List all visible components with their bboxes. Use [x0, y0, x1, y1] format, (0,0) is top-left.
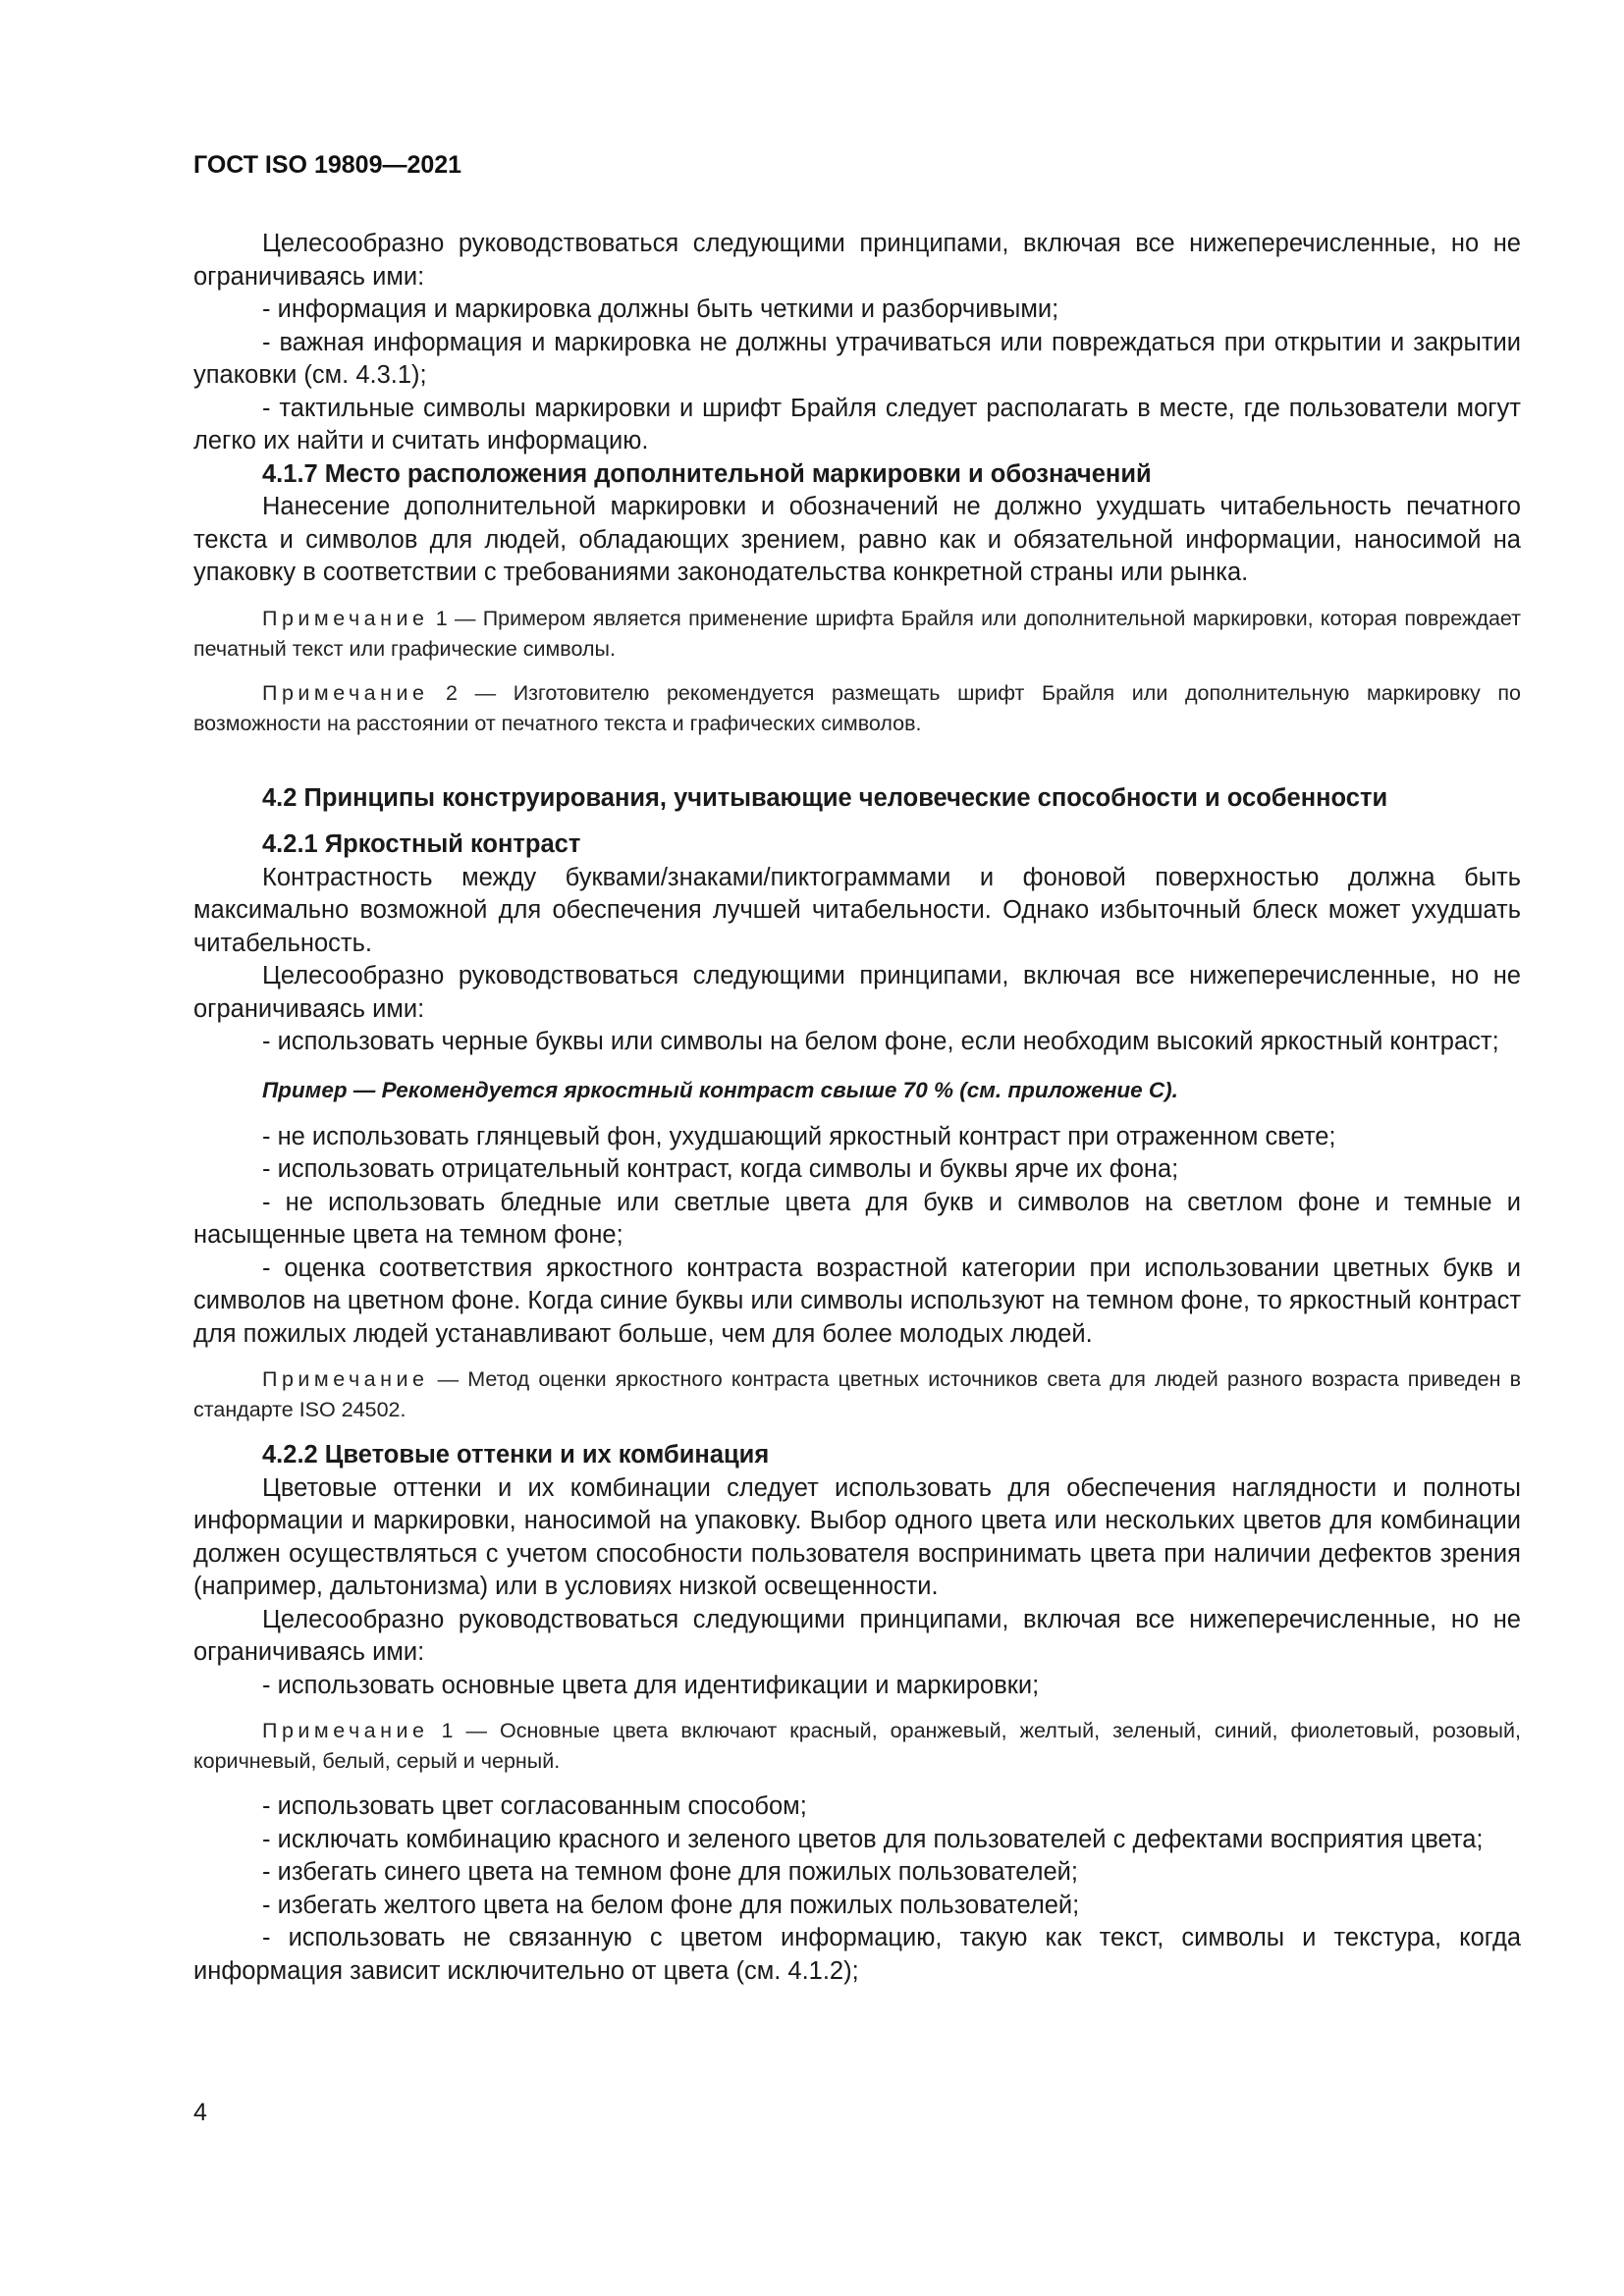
subsection-heading: 4.2.2 Цветовые оттенки и их комбинация: [262, 1441, 770, 1468]
list-item: - использовать цвет согласованным способом;: [262, 1792, 807, 1820]
example: Пример — Рекомендуется яркостный контраст свыше 70 % (см. приложение С).: [262, 1077, 1178, 1102]
paragraph: Контрастность между буквами/знаками/пиктограммами и фоновой поверхностью должна быть максимально возможной для обеспечения лучшей читабельности. Однако избыточный блеск может ухудшать читабельность.: [193, 863, 1521, 957]
list-item: - использовать основные цвета для идентификации и маркировки;: [262, 1671, 1040, 1699]
list-item: - тактильные символы маркировки и шрифт Брайля следует располагать в месте, где пользователи могут легко их найти и считать информацию.: [193, 394, 1521, 454]
list-item: - использовать отрицательный контраст, когда символы и буквы ярче их фона;: [262, 1155, 1179, 1183]
note: [193, 1716, 1521, 1777]
note: [193, 678, 1521, 739]
subsection-heading: 4.2.1 Яркостный контраст: [262, 830, 581, 858]
list-item: - исключать комбинацию красного и зеленого цветов для пользователей с дефектами восприятия цвета;: [262, 1825, 1484, 1853]
note-label: Примечание: [262, 1367, 429, 1391]
note: [193, 1364, 1521, 1425]
list-item: - важная информация и маркировка не должны утрачиваться или повреждаться при открытии и закрытии упаковки (см. 4.3.1);: [193, 328, 1521, 389]
paragraph: Целесообразно руководствоваться следующими принципами, включая все нижеперечисленные, но не ограничиваясь ими:: [193, 1605, 1521, 1666]
note-text: — Метод оценки яркостного контраста цветных источников света для людей разного возраста приведен в стандарте ISO 24502.: [193, 1367, 1521, 1421]
list-item: - избегать желтого цвета на белом фоне для пожилых пользователей;: [262, 1891, 1080, 1919]
list-item: - информация и маркировка должны быть четкими и разборчивыми;: [262, 295, 1059, 323]
note: [193, 604, 1521, 665]
document-header: ГОСТ ISO 19809—2021: [193, 151, 462, 179]
page-number: 4: [193, 2099, 207, 2126]
list-item: - оценка соответствия яркостного контраста возрастной категории при использовании цветных букв и символов на цветном фоне. Когда синие буквы или символы используют на темном фоне, то яркостный контраст для пожилых людей устанавливают больше, чем для более молодых людей.: [193, 1254, 1521, 1348]
note-label: Примечание: [262, 680, 429, 705]
section-heading: 4.1.7 Место расположения дополнительной маркировки и обозначений: [262, 459, 1152, 488]
list-item: - не использовать глянцевый фон, ухудшающий яркостный контраст при отраженном свете;: [262, 1122, 1336, 1150]
note-text: 1 — Примером является применение шрифта Брайля или дополнительной маркировки, которая повреждает печатный текст или графические символы.: [193, 606, 1521, 661]
list-item: - избегать синего цвета на темном фоне для пожилых пользователей;: [262, 1858, 1078, 1886]
paragraph: Целесообразно руководствоваться следующими принципами, включая все нижеперечисленные, но не ограничиваясь ими:: [193, 230, 1521, 291]
list-item: - использовать черные буквы или символы на белом фоне, если необходим высокий яркостный контраст;: [262, 1028, 1499, 1055]
list-item: - не использовать бледные или светлые цвета для букв и символов на светлом фоне и темные и насыщенные цвета на темном фоне;: [193, 1188, 1521, 1249]
note-label: Примечание: [262, 606, 429, 630]
page-content: [193, 228, 1521, 1988]
note-label: Примечание: [262, 1719, 429, 1742]
note-text: 1 — Основные цвета включают красный, оранжевый, желтый, зеленый, синий, фиолетовый, розовый, коричневый, белый, серый и черный.: [193, 1719, 1521, 1773]
note-text: 2 — Изготовителю рекомендуется размещать шрифт Брайля или дополнительную маркировку по возможности на расстоянии от печатного текста и графических символов.: [193, 680, 1521, 735]
paragraph: Целесообразно руководствоваться следующими принципами, включая все нижеперечисленные, но не ограничиваясь ими:: [193, 962, 1521, 1023]
paragraph: Нанесение дополнительной маркировки и обозначений не должно ухудшать читабельность печатного текста и символов для людей, обладающих зрением, равно как и обязательной информации, наносимой на упаковку в соответствии с требованиями законодательства конкретной страны или рынка.: [193, 493, 1521, 586]
section-heading: 4.2 Принципы конструирования, учитывающие человеческие способности и особенности: [262, 783, 1388, 812]
paragraph: Цветовые оттенки и их комбинации следует использовать для обеспечения наглядности и полноты информации и маркировки, наносимой на упаковку. Выбор одного цвета или нескольких цветов для комбинации должен осуществляться с учетом способности пользователя воспринимать цвета при наличии дефектов зрения (например, дальтонизма) или в условиях низкой освещенности.: [193, 1473, 1521, 1600]
list-item: - использовать не связанную с цветом информацию, такую как текст, символы и текстура, когда информация зависит исключительно от цвета (см. 4.1.2);: [193, 1924, 1521, 1985]
